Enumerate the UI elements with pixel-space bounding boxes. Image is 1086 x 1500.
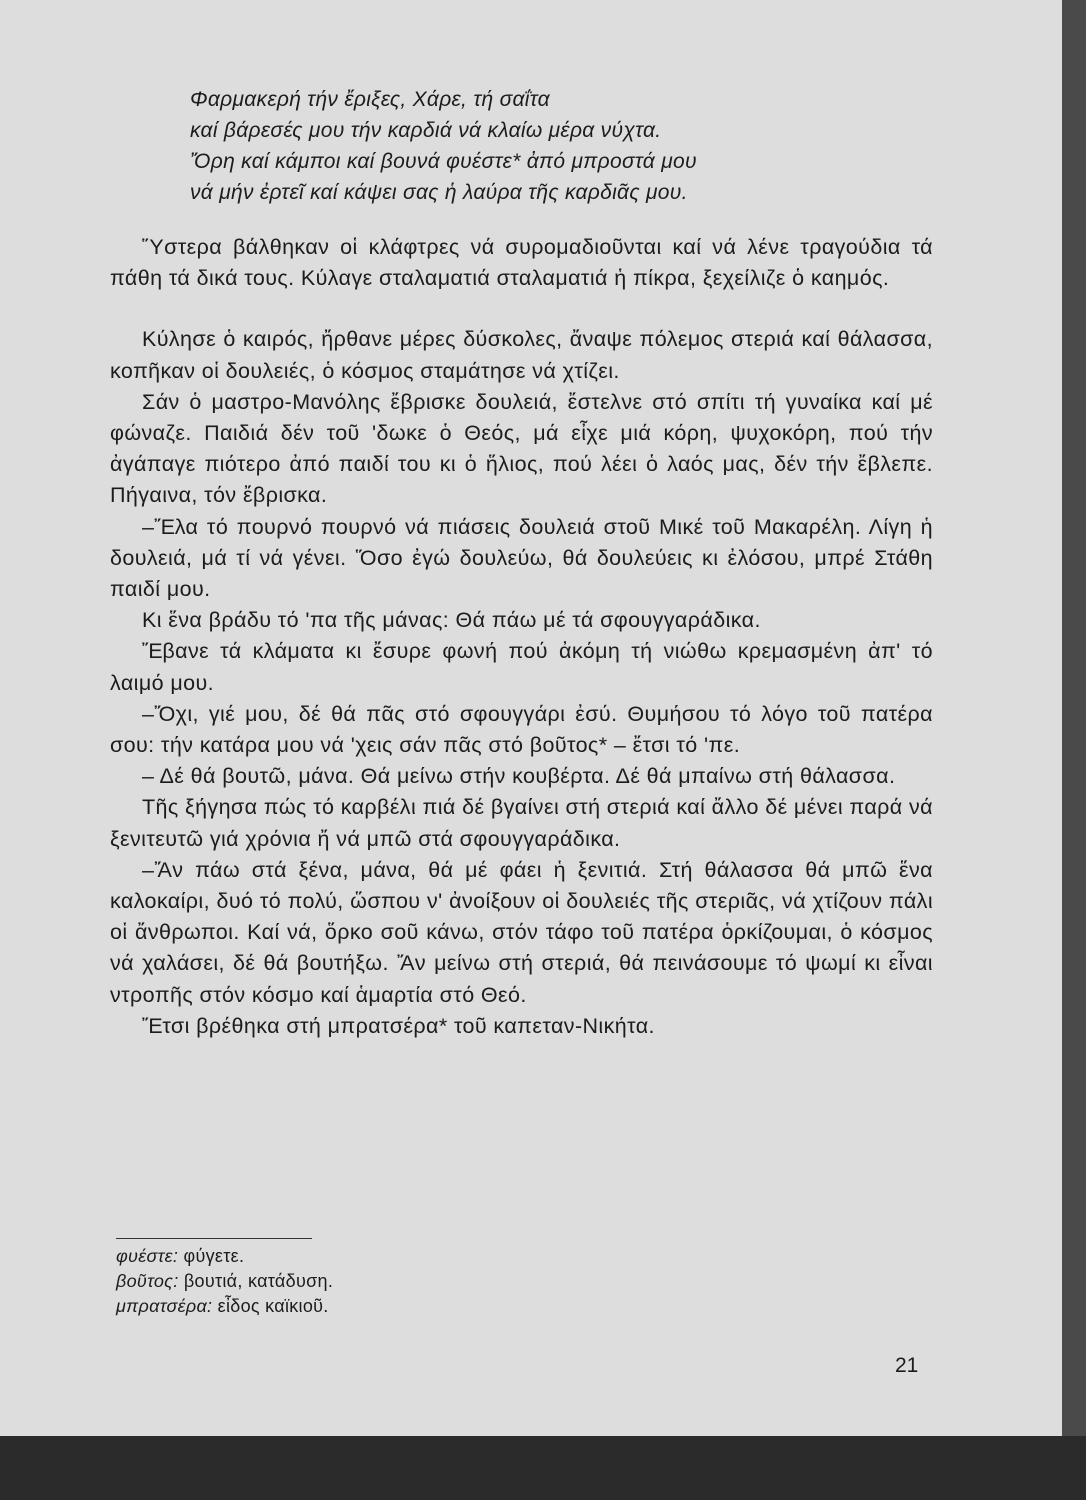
- footnote: [116, 1269, 333, 1294]
- paragraph: – Δέ θά βουτῶ, μάνα. Θά μείνω στήν κουβέρτα. Δέ θά μπαίνω στή θάλασσα.: [142, 764, 896, 789]
- footnote-divider: [116, 1238, 312, 1239]
- poem-line: Ὄρη καί κάμποι καί βουνά φυέστε* ἀπό μπροστά μου: [190, 150, 697, 173]
- paragraph: Ἔτσι βρέθηκα στή μπρατσέρα* τοῦ καπεταν-Νικήτα.: [142, 1013, 655, 1038]
- poem-line: νά μήν ἐρτεῖ καί κάψει σας ἡ λαύρα τῆς καρδιᾶς μου.: [190, 181, 688, 204]
- poem-line: καί βάρεσές μου τήν καρδιά νά κλαίω μέρα νύχτα.: [190, 119, 662, 142]
- footnote-term: φυέστε:: [116, 1246, 179, 1266]
- scan-edge-bottom: [0, 1436, 1086, 1500]
- footnote-definition: βουτιά, κατάδυση.: [183, 1271, 334, 1291]
- paragraph: Ὕστερα βάλθηκαν οἱ κλάφτρες νά συρομαδιοῦνται καί νά λένε τραγούδια τά πάθη τά δικά τους. Κύλαγε σταλαματιά σταλαματιά ἡ πίκρα, ξεχείλιζε ὁ καημός.: [110, 235, 933, 291]
- footnotes: [116, 1244, 333, 1319]
- paragraph: Σάν ὁ μαστρο-Μανόλης ἔβρισκε δουλειά, ἔστελνε στό σπίτι τή γυναίκα καί μέ φώναζε. Παιδιά δέν τοῦ 'δωκε ὁ Θεός, μά εἶχε μιά κόρη, ψυχοκόρη, πού τήν ἀγάπαγε πιότερο ἀπό παιδί του κι ὁ ἥλιος, πού λέει ὁ λαός μας, δέν τήν ἔβλεπε. Πήγαινα, τόν ἔβρισκα.: [110, 389, 933, 508]
- paragraph: Ἔβανε τά κλάματα κι ἔσυρε φωνή πού ἀκόμη τή νιώθω κρεμασμένη ἀπ' τό λαιμό μου.: [110, 639, 933, 695]
- paragraph: –Ἔλα τό πουρνό πουρνό νά πιάσεις δουλειά στοῦ Μικέ τοῦ Μακαρέλη. Λίγη ἡ δουλειά, μά τί νά γένει. Ὅσο ἐγώ δουλεύω, θά δουλεύεις κι ἐλόσου, μπρέ Στάθη παιδί μου.: [110, 514, 933, 602]
- footnote-definition: εἶδος καϊκιοῦ.: [217, 1296, 329, 1316]
- footnote: [116, 1294, 333, 1319]
- paragraph: –Ἄν πάω στά ξένα, μάνα, θά μέ φάει ἡ ξενιτιά. Στή θάλασσα θά μπῶ ἕνα καλοκαίρι, δυό τό πολύ, ὥσπου ν' ἀνοίξουν οἱ δουλειές τῆς στεριᾶς, νά χτίζουν πάλι οἱ ἄνθρωποι. Καί νά, ὅρκο σοῦ κάνω, στόν τάφο τοῦ πατέρα ὁρκίζουμαι, ὁ κόσμος νά χαλάσει, δέ θά βουτήξω. Ἄν μείνω στή στεριά, θά πεινάσουμε τό ψωμί κι εἶναι ντροπῆς στόν κόσμο καί ἁμαρτία στό Θεό.: [110, 857, 933, 1007]
- page-number: 21: [895, 1354, 919, 1377]
- paragraph: –Ὄχι, γιέ μου, δέ θά πᾶς στό σφουγγάρι ἐσύ. Θυμήσου τό λόγο τοῦ πατέρα σου: τήν κατάρα μου νά 'χεις σάν πᾶς στό βοῦτος* – ἔτσι τό 'πε.: [110, 701, 933, 758]
- paragraph: Κύλησε ὁ καιρός, ἤρθανε μέρες δύσκολες, ἄναψε πόλεμος στεριά καί θάλασσα, κοπῆκαν οἱ δουλειές, ὁ κόσμος σταμάτησε νά χτίζει.: [110, 327, 933, 383]
- scan-edge-right: [1062, 0, 1086, 1500]
- paragraph: Κι ἕνα βράδυ τό 'πα τῆς μάνας: Θά πάω μέ τά σφουγγαράδικα.: [142, 608, 761, 633]
- poem-line: Φαρμακερή τήν ἔριξες, Χάρε, τή σαΐτα: [190, 88, 550, 111]
- footnote-definition: φύγετε.: [183, 1246, 245, 1266]
- footnote-term: βοῦτος:: [116, 1271, 179, 1291]
- footnote: [116, 1244, 333, 1269]
- body-text: [110, 232, 933, 1042]
- poem-stanza: [190, 84, 890, 208]
- paragraph: Τῆς ξήγησα πώς τό καρβέλι πιά δέ βγαίνει στή στεριά καί ἄλλο δέ μένει παρά νά ξενιτευτῶ γιά χρόνια ἤ νά μπῶ στά σφουγγαράδικα.: [110, 795, 933, 851]
- footnote-term: μπρατσέρα:: [116, 1296, 213, 1316]
